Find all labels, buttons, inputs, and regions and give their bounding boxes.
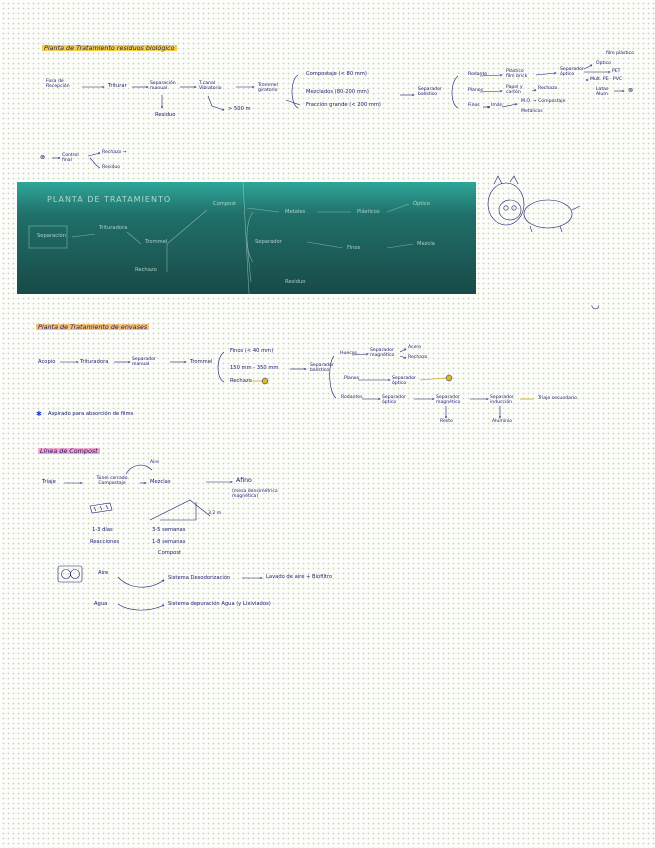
board-title: PLANTA DE TRATAMIENTO [47, 195, 172, 204]
s3-row-agua-a: Sistema depuración Agua (y Lixiviados) [168, 601, 271, 607]
s1-circle-symbol: ⊗ [628, 87, 634, 94]
s2-node-trituradora: Trituradora [80, 359, 109, 365]
s3-semanas-1: 3-5 semanas [152, 527, 186, 533]
s2-node-separador-magnetico-2: Separador magnético [436, 395, 461, 405]
s2-node-planos: Planos [344, 376, 359, 381]
s3-node-tunel: Túnel cerrado Compostaje [96, 476, 128, 486]
board-word: Trituradora [99, 225, 128, 231]
board-word: Óptico [413, 201, 430, 207]
s1-node-iman: Imán [491, 103, 503, 108]
s3-row-aire-b: Lavado de aire + Biofiltro [266, 574, 333, 580]
s1-node-optico: Óptico [596, 61, 611, 66]
board-word: Separador [255, 239, 282, 245]
s2-node-triaje: Triaje secundario [538, 396, 577, 401]
s1-branch-fraccion: Fracción grande (< 200 mm) [306, 102, 381, 108]
s3-semanas-2: 1-8 semanas [152, 539, 186, 545]
s2-note: Aspirado para absorción de films [48, 411, 134, 417]
board-word: Separación [37, 233, 67, 239]
s3-reacciones: Reacciones [90, 539, 120, 545]
s2-node-trommel: Trommel [190, 359, 213, 365]
s1-node-separador-balistico: Separador balístico [418, 87, 442, 97]
s1-node-separacion: Separación manual [150, 81, 176, 91]
section-2-title: Planta de Tratamiento de envases [38, 323, 148, 331]
s3-row-aire-label: Aire [98, 570, 109, 576]
s1-branch-mezclados: Mezclados (80-200 mm) [306, 89, 369, 95]
s1-node-separador-optico: Separador óptico [560, 67, 584, 77]
s2-node-acopio: Acopio [38, 359, 56, 365]
s1-rechazo-arrow: Rechazo → [102, 150, 127, 155]
s2-node-acero: Acero [408, 345, 422, 350]
s1-node-triturar: Triturar [108, 83, 127, 89]
s2-node-resto: Resto [440, 419, 453, 424]
s1-control-final: Control final [62, 153, 79, 163]
s2-node-separador-induccion: Separador inducción [490, 395, 514, 405]
s3-node-afino-sub: (mesa densimétrica magnética) [232, 489, 278, 499]
s1-circle-marker: ⊗ [40, 154, 46, 161]
smile-doodle: ◡ [591, 300, 600, 311]
s1-node-residuo: Residuo [155, 112, 176, 118]
board-word: Finos [347, 245, 361, 251]
s1-node-start: Fosa de Recepción [46, 79, 70, 89]
board-word: Compost [213, 201, 237, 207]
s3-row-aire-a: Sistema Desodorización [168, 575, 231, 581]
s2-node-separador-manual: Separador manual [132, 357, 156, 367]
s2-note-bullet: ✱ [36, 410, 42, 418]
s1-node-trommel: Trommel giratorio [258, 83, 278, 93]
s2-node-rodantes: Rodantes [341, 395, 363, 400]
s1-residuo-end: Residuo [102, 165, 121, 170]
s3-node-aire: Aire [150, 460, 160, 465]
s1-node-hdpe: Mult. PE · PVC [590, 77, 623, 82]
board-word: Trommel [145, 239, 168, 245]
s1-node-papel: Papel y cartón [506, 85, 523, 95]
s1-node-500: > 500 m [228, 106, 251, 112]
s3-row-agua-label: Agua [94, 601, 108, 607]
s1-node-film: film plástico [606, 51, 634, 56]
board-word: Plásticos [357, 209, 380, 215]
s1-node-rechazo: Rechazo [538, 86, 558, 91]
s3-height: 3.2 m [208, 511, 222, 516]
s2-node-aluminio: Aluminio [492, 419, 513, 424]
s1-node-mo: M.O. → Compostaje [521, 99, 566, 104]
s1-node-finos: Finos [468, 103, 480, 108]
s2-node-huecos: Huecos [340, 351, 357, 356]
s1-node-tcanal: T.canal Vibratorio [199, 81, 222, 91]
board-word: Residuo [285, 279, 306, 285]
s1-node-rodante: Rodante [468, 72, 488, 77]
s2-branch-150: 150 mm - 350 mm [230, 365, 279, 371]
s1-node-latas: Latas Alum [596, 87, 609, 97]
s1-node-planos: Planos [468, 88, 483, 93]
s2-branch-finos: Finos (< 40 mm) [230, 348, 274, 354]
board-word: Mezcla [417, 241, 435, 247]
section-1-title: Planta de Tratamiento residuos biológico [44, 44, 175, 52]
s3-node-mezclas: Mezclas [150, 479, 171, 485]
s3-node-afino: Afino [236, 477, 252, 484]
s2-node-separador-balistico: Separador balístico [310, 363, 334, 373]
s3-compost: Compost [158, 550, 182, 556]
s3-node-triaje: Triaje [42, 479, 56, 485]
s2-node-separador-optico-2: Separador óptico [382, 395, 406, 405]
s3-dias: 1-3 días [92, 527, 113, 533]
s1-branch-compostaje: Compostaje (< 80 mm) [306, 71, 367, 77]
s1-node-pet: PET [612, 69, 621, 74]
s2-node-separador-optico: Separador óptico [392, 376, 416, 386]
board-word: Rechazo [135, 267, 157, 273]
s2-node-separador-magnetico: Separador magnético [370, 348, 395, 358]
section-3-title: Línea de Compost [40, 447, 98, 455]
s2-branch-rechazo: Rechazo [230, 378, 252, 384]
s1-node-plastico: Plástico film brick [506, 69, 528, 79]
board-word: Metales [285, 209, 306, 215]
s1-node-metalicos: Metálicos [521, 109, 543, 114]
s2-node-rechazo2: Rechazo [408, 355, 428, 360]
